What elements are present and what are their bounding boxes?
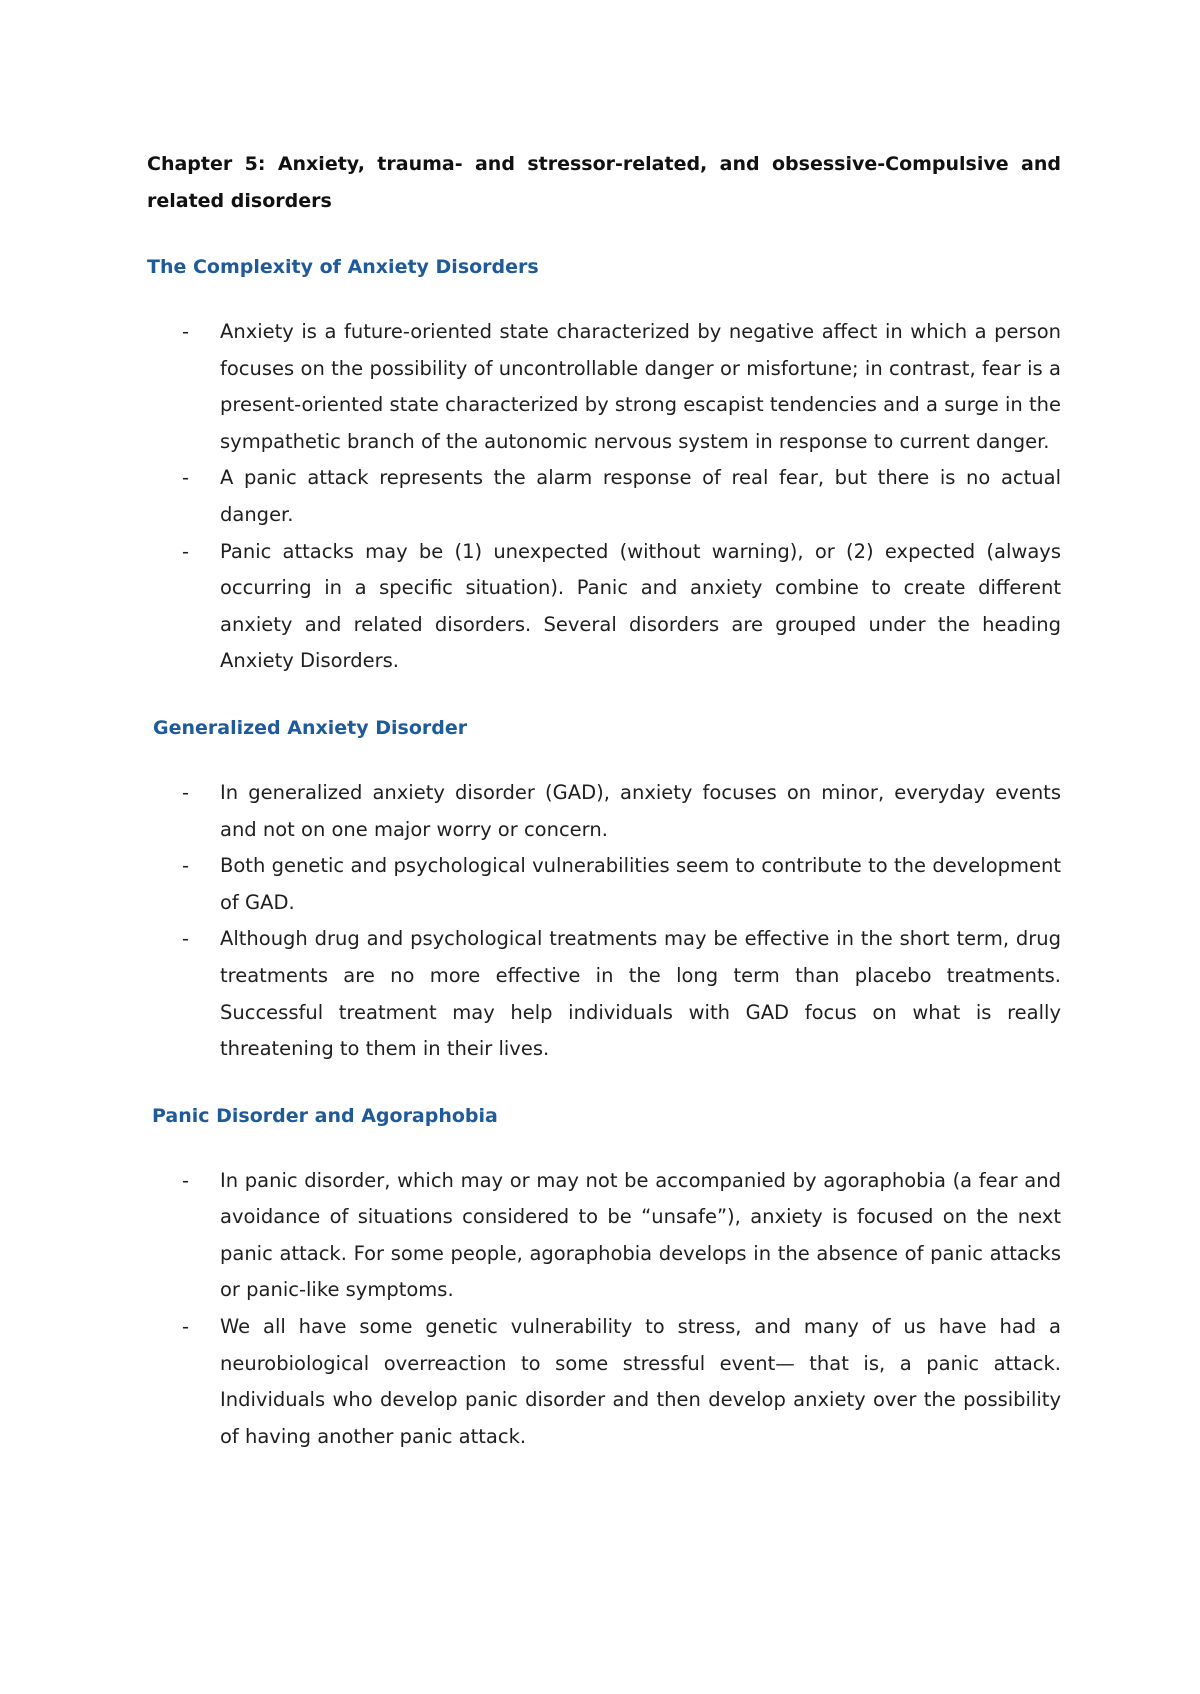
bullet-text: A panic attack represents the alarm response of real fear, but there is no actual danger.: [220, 466, 1061, 526]
bullet-dash: -: [182, 1315, 190, 1339]
list-item: [147, 775, 1061, 848]
bullet-dash: -: [182, 780, 190, 804]
list-item: [147, 848, 1061, 921]
list-item: [147, 534, 1061, 680]
bullet-list-panic: [147, 1163, 1061, 1456]
bullet-dash: -: [182, 320, 190, 343]
bullet-text: Although drug and psychological treatments may be effective in the short term, drug treatments are no more effective in the long term than placebo treatments. Successful treatment may help individuals with GAD focus on what is really threatening to them in their lives.: [220, 927, 1061, 1061]
list-item: [147, 1309, 1061, 1455]
document-body: [147, 146, 1061, 1455]
chapter-title: Chapter 5: Anxiety, trauma- and stressor-related, and obsessive-Compulsive and related disorders: [147, 153, 1061, 212]
section-heading-panic: Panic Disorder and Agoraphobia: [152, 1104, 498, 1127]
bullet-dash: -: [182, 1168, 190, 1192]
bullet-list-complexity: [147, 314, 1061, 680]
list-item: [147, 460, 1061, 533]
list-item: [147, 314, 1061, 460]
bullet-text: Panic attacks may be (1) unexpected (without warning), or (2) expected (always occurring in a specific situation). Panic and anxiety combine to create different anxiety and related disorders. Several disorders are grouped under the heading Anxiety Disorders.: [220, 539, 1061, 673]
bullet-list-gad: [147, 775, 1061, 1068]
bullet-dash: -: [182, 539, 190, 563]
bullet-text: In generalized anxiety disorder (GAD), anxiety focuses on minor, everyday events and not on one major worry or concern.: [220, 780, 1061, 841]
section-heading-complexity: The Complexity of Anxiety Disorders: [147, 256, 539, 278]
bullet-text: In panic disorder, which may or may not be accompanied by agoraphobia (a fear and avoidance of situations considered to be “unsafe”), anxiety is focused on the next panic attack. For some people, agoraphobia develops in the absence of panic attacks or panic-like symptoms.: [220, 1168, 1061, 1302]
list-item: [147, 1163, 1061, 1309]
bullet-text: Anxiety is a future-oriented state characterized by negative affect in which a person focuses on the possibility of uncontrollable danger or misfortune; in contrast, fear is a present-oriented state characterized by strong escapist tendencies and a surge in the sympathetic branch of the autonomic nervous system in response to current danger.: [220, 320, 1061, 453]
bullet-dash: -: [182, 854, 190, 878]
bullet-dash: -: [182, 927, 190, 951]
bullet-dash: -: [182, 466, 190, 490]
list-item: [147, 921, 1061, 1067]
section-heading-gad: Generalized Anxiety Disorder: [153, 716, 468, 739]
bullet-text: We all have some genetic vulnerability to stress, and many of us have had a neurobiological overreaction to some stressful event— that is, a panic attack. Individuals who develop panic disorder and then develop anxiety over the possibility of having another panic attack.: [220, 1315, 1061, 1448]
bullet-text: Both genetic and psychological vulnerabilities seem to contribute to the development of GAD.: [220, 854, 1061, 914]
